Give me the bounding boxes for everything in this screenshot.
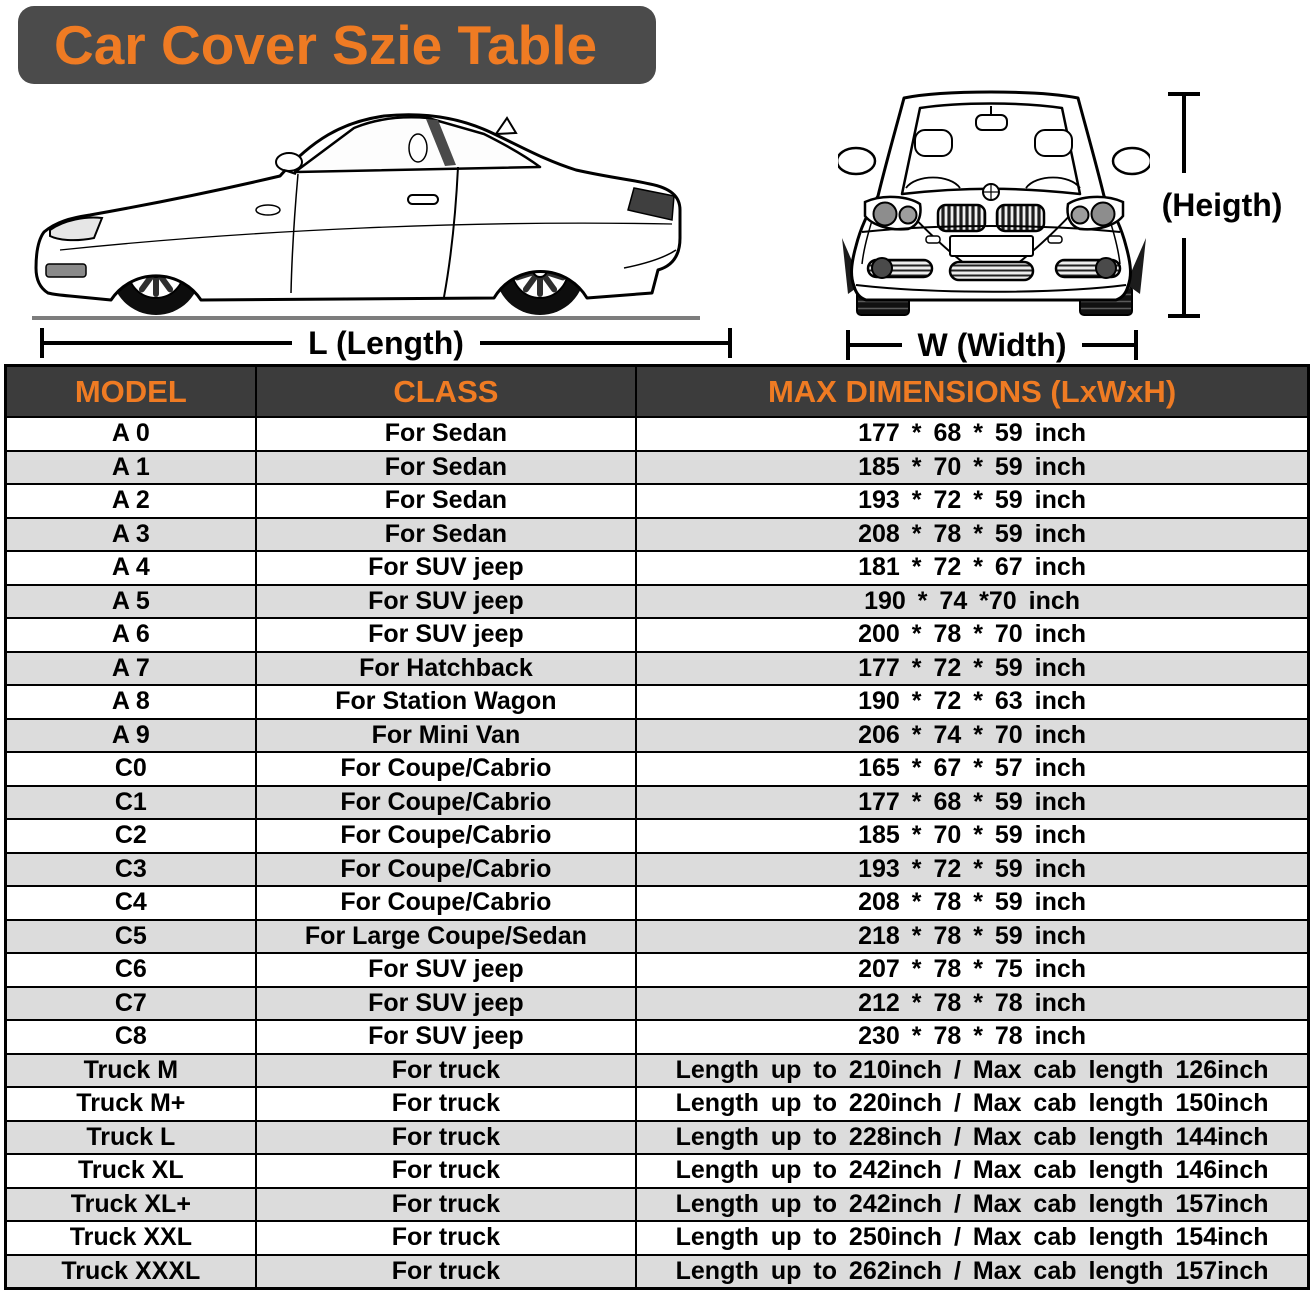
antenna-fin xyxy=(496,118,516,134)
dimensions-cell: 165 * 67 * 57 inch xyxy=(636,752,1308,786)
dimensions-cell: 218 * 78 * 59 inch xyxy=(636,920,1308,954)
dimensions-cell: Length up to 242inch / Max cab length 146inch xyxy=(636,1154,1308,1188)
model-cell: C3 xyxy=(6,853,256,887)
dimension-line xyxy=(1182,238,1186,315)
headlight xyxy=(50,218,102,241)
class-cell: For Coupe/Cabrio xyxy=(256,819,636,853)
model-cell: A 0 xyxy=(6,417,256,451)
model-cell: A 9 xyxy=(6,719,256,753)
class-cell: For truck xyxy=(256,1121,636,1155)
dimensions-cell: 177 * 68 * 59 inch xyxy=(636,786,1308,820)
right-mirror-icon xyxy=(1113,148,1150,174)
table-row xyxy=(6,819,1309,853)
table-row xyxy=(6,1121,1309,1155)
table-row xyxy=(6,1054,1309,1088)
table-row xyxy=(6,987,1309,1021)
dimension-tick xyxy=(728,328,732,358)
dimension-line xyxy=(1182,96,1186,173)
model-cell: Truck XXXL xyxy=(6,1255,256,1289)
table-row xyxy=(6,685,1309,719)
table-row xyxy=(6,618,1309,652)
class-cell: For SUV jeep xyxy=(256,987,636,1021)
class-cell: For Hatchback xyxy=(256,652,636,686)
class-cell: For SUV jeep xyxy=(256,618,636,652)
dimension-cap xyxy=(1168,314,1200,318)
car-front-view-illustration xyxy=(838,88,1150,328)
class-cell: For SUV jeep xyxy=(256,585,636,619)
dimensions-cell: Length up to 228inch / Max cab length 144inch xyxy=(636,1121,1308,1155)
model-cell: A 8 xyxy=(6,685,256,719)
class-cell: For truck xyxy=(256,1221,636,1255)
model-cell: A 4 xyxy=(6,551,256,585)
dimension-bar xyxy=(850,343,902,347)
class-cell: For Sedan xyxy=(256,451,636,485)
table-row xyxy=(6,417,1309,451)
center-intake xyxy=(950,262,1033,280)
table-row xyxy=(6,953,1309,987)
dimensions-cell: 177 * 68 * 59 inch xyxy=(636,417,1308,451)
table-row xyxy=(6,1221,1309,1255)
class-cell: For Sedan xyxy=(256,518,636,552)
dimensions-cell: Length up to 210inch / Max cab length 126inch xyxy=(636,1054,1308,1088)
dimensions-cell: Length up to 242inch / Max cab length 157inch xyxy=(636,1188,1308,1222)
class-cell: For truck xyxy=(256,1154,636,1188)
length-dimension xyxy=(40,326,732,360)
table-row xyxy=(6,1188,1309,1222)
dimension-bar xyxy=(44,341,292,345)
dimensions-cell: 177 * 72 * 59 inch xyxy=(636,652,1308,686)
door-handle xyxy=(408,195,438,204)
table-row xyxy=(6,1020,1309,1054)
model-cell: C7 xyxy=(6,987,256,1021)
dimensions-cell: 200 * 78 * 70 inch xyxy=(636,618,1308,652)
header-max-dimensions: MAX DIMENSIONS (LxWxH) xyxy=(636,366,1308,418)
dimensions-cell: 230 * 78 * 78 inch xyxy=(636,1020,1308,1054)
model-cell: A 5 xyxy=(6,585,256,619)
header-model: MODEL xyxy=(6,366,256,418)
table-row xyxy=(6,451,1309,485)
model-cell: A 2 xyxy=(6,484,256,518)
fog-light-right xyxy=(1096,258,1116,278)
model-cell: Truck M xyxy=(6,1054,256,1088)
model-cell: Truck M+ xyxy=(6,1087,256,1121)
class-cell: For Coupe/Cabrio xyxy=(256,786,636,820)
model-cell: C8 xyxy=(6,1020,256,1054)
model-cell: C6 xyxy=(6,953,256,987)
class-cell: For Coupe/Cabrio xyxy=(256,853,636,887)
class-cell: For SUV jeep xyxy=(256,551,636,585)
length-label: L (Length) xyxy=(308,324,464,361)
dimensions-cell: 181 * 72 * 67 inch xyxy=(636,551,1308,585)
height-label: (Heigth) xyxy=(1161,186,1283,223)
class-cell: For SUV jeep xyxy=(256,1020,636,1054)
table-row xyxy=(6,484,1309,518)
table-row xyxy=(6,886,1309,920)
fog-light-left xyxy=(872,258,892,278)
dimension-tick xyxy=(1134,330,1138,360)
dimensions-cell: 206 * 74 * 70 inch xyxy=(636,719,1308,753)
title-banner xyxy=(18,6,656,84)
class-cell: For Sedan xyxy=(256,417,636,451)
headrest-left xyxy=(915,130,952,156)
dimensions-cell: Length up to 220inch / Max cab length 150inch xyxy=(636,1087,1308,1121)
headrest-right xyxy=(1035,130,1072,156)
table-row xyxy=(6,585,1309,619)
table-row xyxy=(6,786,1309,820)
table-row xyxy=(6,920,1309,954)
class-cell: For truck xyxy=(256,1255,636,1289)
size-table-body xyxy=(6,417,1309,1289)
table-row xyxy=(6,652,1309,686)
dimensions-cell: Length up to 250inch / Max cab length 154inch xyxy=(636,1221,1308,1255)
model-cell: C5 xyxy=(6,920,256,954)
width-label: W (Width) xyxy=(917,326,1067,363)
width-dimension xyxy=(846,328,1138,362)
side-mirror-icon xyxy=(276,153,302,171)
dimensions-cell: 190 * 72 * 63 inch xyxy=(636,685,1308,719)
dimensions-cell: 185 * 70 * 59 inch xyxy=(636,819,1308,853)
table-header-row xyxy=(6,366,1309,418)
dimensions-cell: 185 * 70 * 59 inch xyxy=(636,451,1308,485)
left-mirror-icon xyxy=(838,148,875,174)
class-cell: For truck xyxy=(256,1087,636,1121)
table-row xyxy=(6,551,1309,585)
class-cell: For Large Coupe/Sedan xyxy=(256,920,636,954)
table-row xyxy=(6,518,1309,552)
header-class: CLASS xyxy=(256,366,636,418)
model-cell: A 6 xyxy=(6,618,256,652)
dimension-bar xyxy=(1082,343,1134,347)
model-cell: A 3 xyxy=(6,518,256,552)
fender-vent xyxy=(256,205,280,215)
model-cell: Truck XXL xyxy=(6,1221,256,1255)
model-cell: C2 xyxy=(6,819,256,853)
model-cell: Truck XL xyxy=(6,1154,256,1188)
table-row xyxy=(6,752,1309,786)
table-row xyxy=(6,853,1309,887)
model-cell: A 1 xyxy=(6,451,256,485)
dimensions-cell: 193 * 72 * 59 inch xyxy=(636,853,1308,887)
model-cell: A 7 xyxy=(6,652,256,686)
table-row xyxy=(6,1255,1309,1289)
class-cell: For Coupe/Cabrio xyxy=(256,886,636,920)
brand-roundel-icon xyxy=(983,184,999,200)
dimensions-cell: 208 * 78 * 59 inch xyxy=(636,518,1308,552)
table-row xyxy=(6,719,1309,753)
dimensions-cell: 212 * 78 * 78 inch xyxy=(636,987,1308,1021)
model-cell: C0 xyxy=(6,752,256,786)
class-cell: For Station Wagon xyxy=(256,685,636,719)
model-cell: C4 xyxy=(6,886,256,920)
class-cell: For truck xyxy=(256,1188,636,1222)
table-row xyxy=(6,1154,1309,1188)
headrest-through-glass xyxy=(409,134,427,162)
model-cell: Truck L xyxy=(6,1121,256,1155)
height-dimension xyxy=(1161,92,1283,318)
class-cell: For Mini Van xyxy=(256,719,636,753)
model-cell: Truck XL+ xyxy=(6,1188,256,1222)
dimensions-cell: 193 * 72 * 59 inch xyxy=(636,484,1308,518)
model-cell: C1 xyxy=(6,786,256,820)
size-table xyxy=(4,364,1310,1290)
page-title: Car Cover Szie Table xyxy=(54,14,598,76)
bumper-intake xyxy=(46,264,86,277)
dimensions-cell: 208 * 78 * 59 inch xyxy=(636,886,1308,920)
dimensions-cell: 207 * 78 * 75 inch xyxy=(636,953,1308,987)
dimensions-cell: 190 * 74 *70 inch xyxy=(636,585,1308,619)
class-cell: For SUV jeep xyxy=(256,953,636,987)
rearview-mirror xyxy=(976,115,1007,130)
car-side-view-illustration xyxy=(12,88,717,332)
class-cell: For Sedan xyxy=(256,484,636,518)
table-row xyxy=(6,1087,1309,1121)
dimensions-cell: Length up to 262inch / Max cab length 157inch xyxy=(636,1255,1308,1289)
class-cell: For truck xyxy=(256,1054,636,1088)
dimension-bar xyxy=(480,341,728,345)
class-cell: For Coupe/Cabrio xyxy=(256,752,636,786)
license-plate xyxy=(950,236,1033,256)
